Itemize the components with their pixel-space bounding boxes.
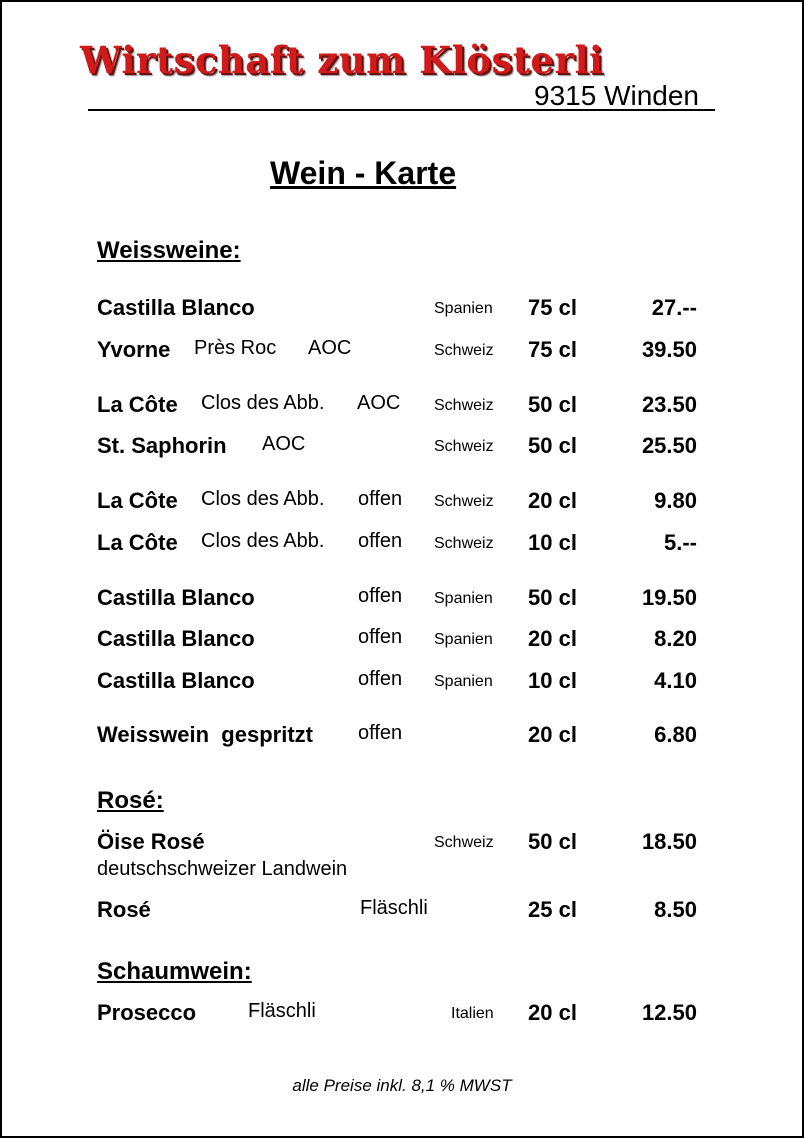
wine-origin: Schweiz: [434, 535, 494, 552]
wine-volume: 20 cl: [528, 722, 577, 747]
wine-name: Prosecco: [97, 1000, 197, 1025]
wine-name: La Côte: [97, 530, 178, 555]
wine-origin: Spanien: [434, 673, 493, 690]
wine-price: 25.50: [641, 433, 697, 458]
wine-price: 8.50: [654, 897, 697, 922]
wine-price: 19.50: [641, 585, 697, 610]
wine-volume: 50 cl: [528, 392, 577, 417]
wine-name: La Côte: [97, 392, 178, 417]
wine-serving: offen: [358, 530, 403, 552]
wine-row: [0, 1000, 804, 1030]
vat-note: alle Preise inkl. 8,1 % MWST: [292, 1076, 512, 1095]
wine-row: [0, 295, 804, 325]
wine-volume: 50 cl: [528, 433, 577, 458]
wine-volume: 20 cl: [528, 1000, 577, 1025]
wine-serving: offen: [358, 668, 403, 690]
wine-price: 23.50: [641, 392, 697, 417]
wine-name: Castilla Blanco: [97, 668, 255, 693]
wine-name: Castilla Blanco: [97, 585, 255, 610]
section-heading-rose: Rosé:: [97, 787, 164, 814]
header-divider: [88, 109, 715, 111]
wine-serving: offen: [358, 626, 403, 648]
wine-volume: 20 cl: [528, 626, 577, 651]
wine-price: 4.10: [654, 668, 697, 693]
wine-volume: 25 cl: [528, 897, 577, 922]
wine-price: 5.--: [664, 530, 697, 555]
wine-row: [0, 722, 804, 752]
wine-row: [0, 433, 804, 463]
wine-serving: offen: [358, 585, 403, 607]
wine-origin: Schweiz: [434, 397, 494, 414]
wine-origin: Schweiz: [434, 493, 494, 510]
wine-classification: AOC: [262, 433, 306, 455]
wine-serving: offen: [358, 722, 403, 744]
wine-volume: 50 cl: [528, 829, 577, 854]
restaurant-name: Wirtschaft zum Klösterli: [80, 38, 604, 82]
wine-price: 18.50: [641, 829, 697, 854]
wine-volume: 50 cl: [528, 585, 577, 610]
wine-origin: Spanien: [434, 590, 493, 607]
wine-origin: Spanien: [434, 631, 493, 648]
wine-volume: 10 cl: [528, 668, 577, 693]
wine-description: Clos des Abb.: [201, 488, 325, 510]
wine-row: [0, 488, 804, 518]
wine-row: [0, 530, 804, 560]
wine-origin: Italien: [451, 1005, 494, 1022]
wine-volume: 75 cl: [528, 295, 577, 320]
wine-serving: offen: [358, 488, 403, 510]
wine-description: Clos des Abb.: [201, 392, 325, 414]
wine-classification: AOC: [357, 392, 401, 414]
wine-row: [0, 829, 804, 859]
wine-origin: Schweiz: [434, 342, 494, 359]
wine-price: 6.80: [654, 722, 697, 747]
location: 9315 Winden: [534, 80, 700, 111]
wine-name: Castilla Blanco: [97, 295, 255, 320]
wine-origin: Spanien: [434, 300, 493, 317]
wine-name: Castilla Blanco: [97, 626, 255, 651]
wine-serving: Fläschli: [248, 1000, 316, 1022]
wine-volume: 20 cl: [528, 488, 577, 513]
wine-price: 39.50: [641, 337, 697, 362]
wine-description: Près Roc: [194, 337, 277, 359]
wine-price: 9.80: [654, 488, 697, 513]
wine-row: [0, 626, 804, 656]
wine-row: [0, 668, 804, 698]
section-heading-schaumwein: Schaumwein:: [97, 958, 252, 985]
wine-name: La Côte: [97, 488, 178, 513]
wine-price: 27.--: [651, 295, 697, 320]
wine-row: [0, 392, 804, 422]
wine-price: 8.20: [654, 626, 697, 651]
wine-name: Weisswein gespritzt: [97, 722, 313, 747]
wine-subline: deutschschweizer Landwein: [97, 858, 348, 880]
wine-name: Öise Rosé: [97, 829, 205, 854]
wine-origin: Schweiz: [434, 834, 494, 851]
wine-row: [0, 897, 804, 927]
wine-name: Rosé: [97, 897, 151, 922]
page-title: Wein - Karte: [270, 155, 457, 191]
wine-row: [0, 337, 804, 367]
wine-classification: AOC: [308, 337, 352, 359]
wine-description: Clos des Abb.: [201, 530, 325, 552]
wine-name: St. Saphorin: [97, 433, 227, 458]
wine-origin: Schweiz: [434, 438, 494, 455]
wine-volume: 75 cl: [528, 337, 577, 362]
wine-price: 12.50: [641, 1000, 697, 1025]
wine-row: [0, 585, 804, 615]
section-heading-weissweine: Weissweine:: [97, 237, 241, 264]
wine-name: Yvorne: [97, 337, 171, 362]
wine-volume: 10 cl: [528, 530, 577, 555]
wine-serving: Fläschli: [360, 897, 428, 919]
